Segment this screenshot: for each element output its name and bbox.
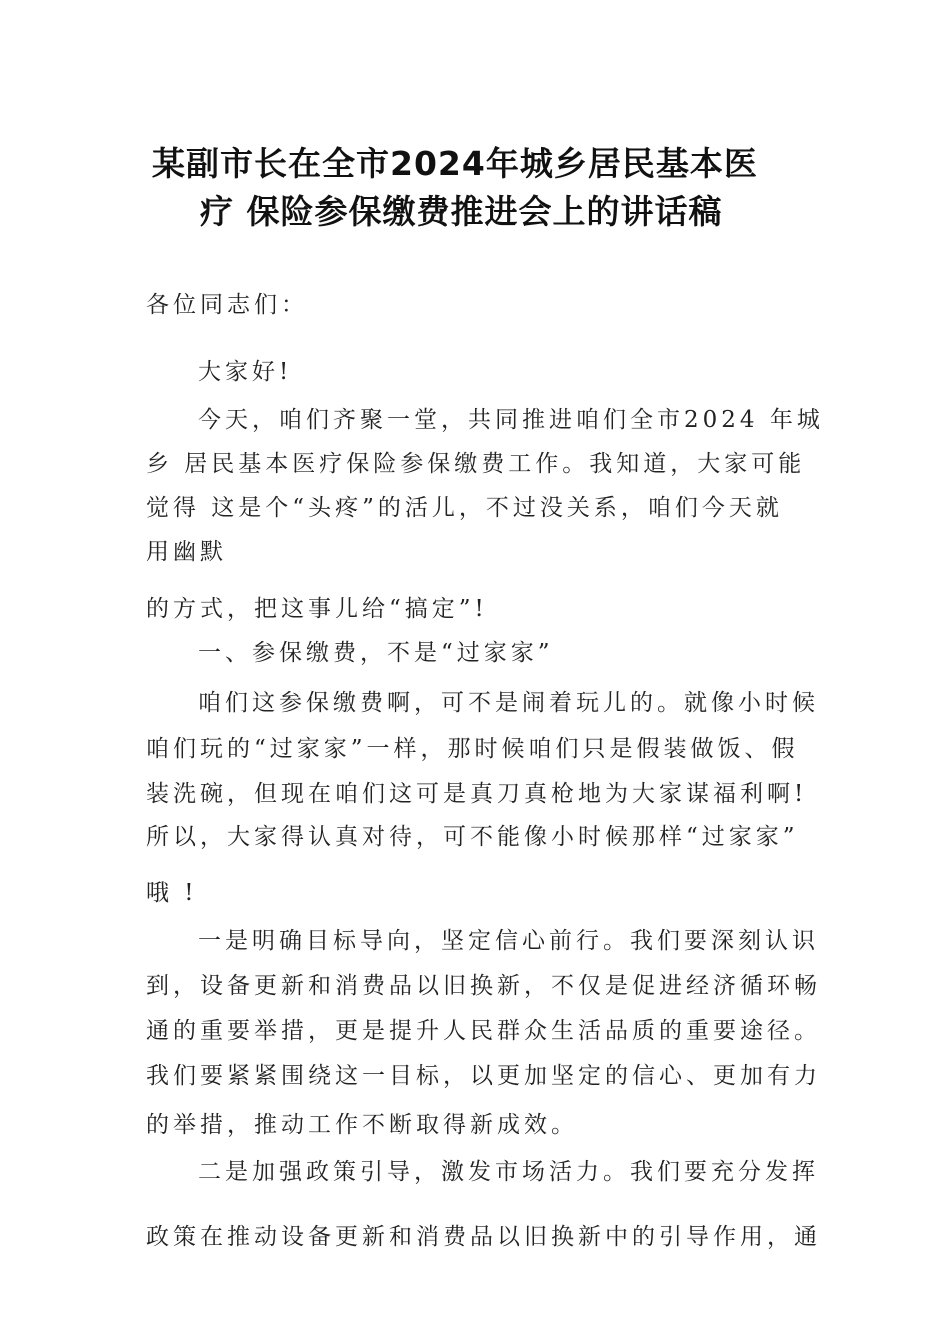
paragraph-line: 我们要紧紧围绕这一目标，以更加坚定的信心、更加有力 [146,1063,821,1089]
paragraph-line: 的举措，推动工作不断取得新成效。 [146,1112,578,1138]
paragraph-line: 用幽默 [146,539,227,565]
greeting: 大家好! [198,359,293,385]
paragraph-line: 的方式，把这事儿给“搞定”! [146,596,488,622]
paragraph-line: 到，设备更新和消费品以旧换新，不仅是促进经济循环畅 [146,973,821,999]
paragraph-line: 今天，咱们齐聚一堂，共同推进咱们全市2024 年城 [198,407,824,433]
paragraph-line: 政策在推动设备更新和消费品以旧换新中的引导作用，通 [146,1224,821,1250]
paragraph-line: 哦 ! [146,880,198,906]
document-title-line-1: 某副市长在全市2024年城乡居民基本医 [152,144,758,183]
section-heading: 一、参保缴费，不是“过家家” [198,640,554,666]
paragraph-line: 乡 居民基本医疗保险参保缴费工作。我知道，大家可能 [146,451,806,477]
paragraph-line: 所以，大家得认真对待，可不能像小时候那样“过家家” [146,824,799,850]
paragraph-line: 二是加强政策引导，激发市场活力。我们要充分发挥 [198,1159,819,1185]
paragraph-line: 通的重要举措，更是提升人民群众生活品质的重要途径。 [146,1018,821,1044]
paragraph-line: 咱们这参保缴费啊，可不是闹着玩儿的。就像小时候 [198,690,819,716]
paragraph-line: 一是明确目标导向，坚定信心前行。我们要深刻认识 [198,928,819,954]
salutation: 各位同志们： [146,292,308,318]
paragraph-line: 装洗碗，但现在咱们这可是真刀真枪地为大家谋福利啊! [146,781,808,807]
document-title-line-2: 疗 保险参保缴费推进会上的讲话稿 [200,192,723,231]
paragraph-line: 觉得 这是个“头疼”的活儿，不过没关系，咱们今天就 [146,495,783,521]
paragraph-line: 咱们玩的“过家家”一样，那时候咱们只是假装做饭、假 [146,736,799,762]
